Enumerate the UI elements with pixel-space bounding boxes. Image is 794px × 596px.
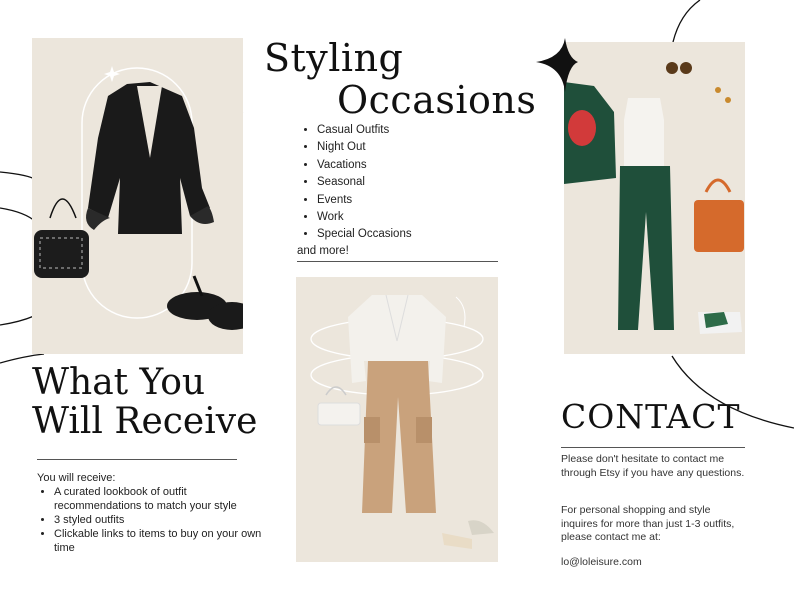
list-item: • Work xyxy=(317,209,412,226)
list-item: • A curated lookbook of outfit recommendations to match your style xyxy=(54,485,264,513)
contact-paragraph-2: For personal shopping and style inquires for more than just 1-3 outfits, please contact me at: xyxy=(561,504,735,543)
list-item: • Events xyxy=(317,192,412,209)
receive-title-line2: Will Receive xyxy=(32,401,258,442)
contact-paragraph-1: Please don't hesitate to contact me through Etsy if you have any questions. xyxy=(561,453,745,479)
list-item: • Special Occasions xyxy=(317,226,412,243)
receive-intro: You will receive: xyxy=(37,472,116,484)
receive-title-line1: What You xyxy=(32,362,206,403)
list-item: • Night Out xyxy=(317,139,412,156)
divider xyxy=(561,447,745,448)
list-item: • Clickable links to items to buy on your own time xyxy=(54,527,264,555)
list-item: • Casual Outfits xyxy=(317,122,412,139)
receive-list xyxy=(40,485,264,555)
and-more-text: and more! xyxy=(297,245,349,257)
styling-title-line1: Styling xyxy=(264,36,404,80)
contact-title: CONTACT xyxy=(561,397,741,436)
list-item: • Vacations xyxy=(317,157,412,174)
list-item: • Seasonal xyxy=(317,174,412,191)
divider xyxy=(37,459,237,460)
list-item: • 3 styled outfits xyxy=(54,513,264,527)
contact-email[interactable]: lo@loleisure.com xyxy=(561,556,642,568)
styling-title-line2: Occasions xyxy=(337,78,537,122)
